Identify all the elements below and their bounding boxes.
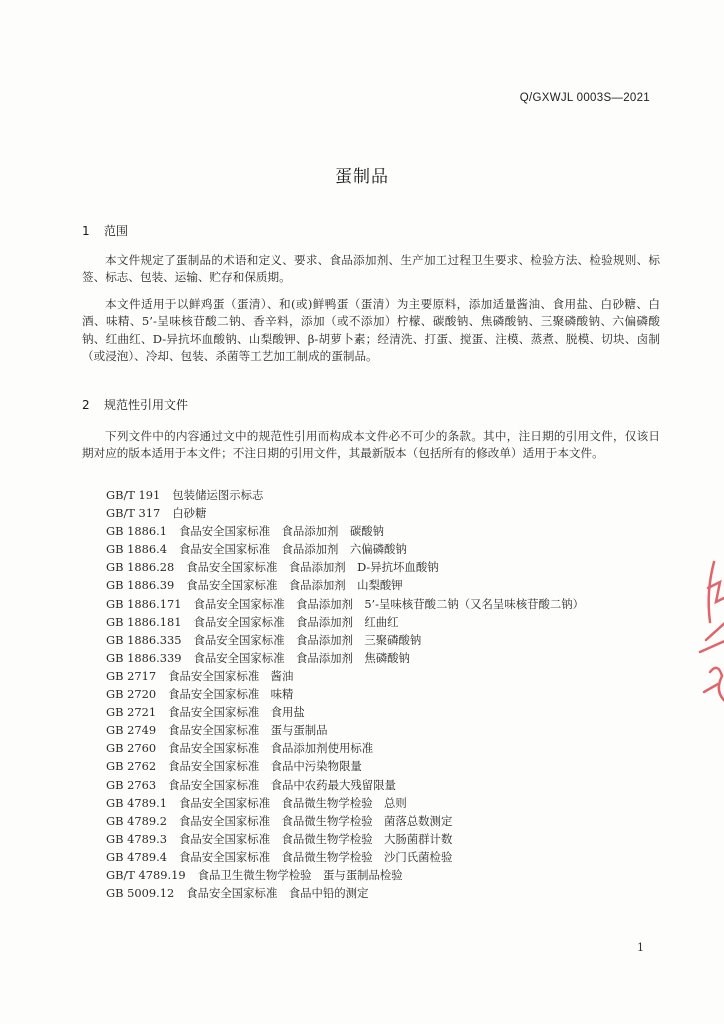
- section-title: 范围: [104, 224, 129, 238]
- reference-code: GB 4789.2: [106, 813, 167, 828]
- reference-code: GB 1886.4: [106, 542, 167, 557]
- section-heading-normative-references: [82, 396, 188, 413]
- reference-item: [106, 540, 584, 558]
- reference-code: GB 2720: [106, 687, 157, 702]
- reference-title: 食品安全国家标准 食品中污染物限量: [168, 759, 362, 774]
- reference-title: 食品安全国家标准 食品微生物学检验 总则: [178, 795, 407, 810]
- reference-code: GB 2760: [106, 741, 157, 756]
- reference-title: 包装储运图示标志: [172, 488, 264, 502]
- paragraph: 本文件适用于以鲜鸡蛋（蛋清）、和(或)鲜鸭蛋（蛋清）为主要原料，添加适量酱油、食用盐、白砂糖、白酒、味精、5’-呈味核苷酸二钠、香辛料，添加（或不添加）柠檬、碳酸钠、焦磷酸钠、三聚磷酸钠、六偏磷酸钠、红曲红、D-异抗坏血酸钠、山梨酸钾、β-胡萝卜素；经清洗、打蛋、搅蛋、注模、蒸煮、脱模、切块、卤制（或浸泡）、冷却、包装、杀菌等工艺加工制成的蛋制品。: [82, 297, 660, 364]
- reference-item: [106, 884, 584, 902]
- reference-item: [106, 739, 584, 757]
- reference-code: GB/T 317: [106, 506, 161, 521]
- reference-item: [106, 721, 584, 739]
- reference-code: GB 2749: [106, 723, 157, 738]
- paragraph: 本文件规定了蛋制品的术语和定义、要求、食品添加剂、生产加工过程卫生要求、检验方法、检验规则、标签、标志、包装、运输、贮存和保质期。: [82, 253, 660, 285]
- reference-item: [106, 703, 584, 721]
- document-title: 蛋制品: [335, 167, 389, 187]
- reference-code: GB 1886.339: [106, 650, 182, 665]
- seal-stamp: [696, 552, 724, 732]
- reference-item: [106, 757, 584, 775]
- reference-title: 食品安全国家标准 蛋与蛋制品: [168, 723, 328, 738]
- reference-title: 食品安全国家标准 食品添加剂使用标准: [168, 741, 374, 756]
- reference-item: [106, 812, 584, 830]
- section-title: 规范性引用文件: [104, 398, 189, 412]
- reference-title: 白砂糖: [172, 506, 207, 521]
- reference-code: GB 4789.4: [106, 849, 167, 864]
- reference-code: GB 1886.39: [106, 578, 175, 593]
- section-number: 2: [82, 398, 90, 412]
- reference-title: 食品安全国家标准 食品添加剂 三聚磷酸钠: [193, 632, 422, 647]
- reference-item: [106, 522, 584, 540]
- reference-title: 食品安全国家标准 食品添加剂 六偏磷酸钠: [178, 542, 407, 557]
- reference-item: [106, 667, 584, 685]
- reference-code: GB 2721: [106, 705, 157, 720]
- reference-title: 食品安全国家标准 食品微生物学检验 菌落总数测定: [178, 813, 453, 828]
- reference-item: [106, 504, 584, 522]
- reference-title: 食品安全国家标准 食品添加剂 D-异抗坏血酸钠: [186, 560, 439, 575]
- reference-item: [106, 576, 584, 594]
- reference-code: GB 2717: [106, 668, 157, 683]
- reference-item: [106, 830, 584, 848]
- reference-title: 食品安全国家标准 食品添加剂 5’-呈味核苷酸二钠（又名呈味核苷酸二钠）: [193, 596, 585, 611]
- reference-item: [106, 776, 584, 794]
- reference-title: 食品卫生微生物学检验 蛋与蛋制品检验: [197, 867, 403, 882]
- reference-title: 食品安全国家标准 食品添加剂 山梨酸钾: [186, 578, 403, 593]
- section-heading-scope: [82, 222, 128, 239]
- reference-item: [106, 486, 584, 504]
- reference-code: GB 2763: [106, 777, 157, 792]
- reference-list: [106, 486, 584, 902]
- reference-code: GB 1886.1: [106, 524, 167, 539]
- reference-item: [106, 794, 584, 812]
- reference-item: [106, 613, 584, 631]
- reference-code: GB 1886.171: [106, 596, 182, 611]
- reference-item: [106, 685, 584, 703]
- reference-title: 食品安全国家标准 食品添加剂 红曲红: [193, 614, 399, 629]
- reference-title: 食品安全国家标准 酱油: [168, 668, 294, 683]
- reference-title: 食品安全国家标准 食品添加剂 焦磷酸钠: [193, 650, 410, 665]
- reference-title: 食品安全国家标准 食品微生物学检验 大肠菌群计数: [178, 831, 453, 846]
- reference-code: GB 4789.3: [106, 831, 167, 846]
- section-number: 1: [82, 224, 90, 238]
- reference-title: 食品安全国家标准 食品微生物学检验 沙门氏菌检验: [178, 849, 453, 864]
- page-number: 1: [637, 941, 644, 954]
- reference-code: GB/T 4789.19: [106, 867, 186, 882]
- reference-code: GB 1886.335: [106, 632, 182, 647]
- reference-code: GB 4789.1: [106, 795, 167, 810]
- reference-title: 食品安全国家标准 食品中农药最大残留限量: [168, 777, 396, 792]
- reference-item: [106, 848, 584, 866]
- reference-code: GB 2762: [106, 759, 157, 774]
- reference-code: GB/T 191: [106, 488, 161, 502]
- reference-item: [106, 649, 584, 667]
- reference-code: GB 1886.181: [106, 614, 182, 629]
- reference-item: [106, 558, 584, 576]
- reference-code: GB 1886.28: [106, 560, 175, 575]
- reference-item: [106, 631, 584, 649]
- paragraph: 下列文件中的内容通过文中的规范性引用而构成本文件必不可少的条款。其中，注日期的引用文件，仅该日期对应的版本适用于本文件；不注日期的引用文件，其最新版本（包括所有的修改单）适用于本文件。: [82, 429, 660, 461]
- reference-title: 食品安全国家标准 食用盐: [168, 705, 305, 720]
- reference-item: [106, 866, 584, 884]
- reference-code: GB 5009.12: [106, 886, 175, 901]
- reference-title: 食品安全国家标准 味精: [168, 687, 294, 702]
- reference-title: 食品安全国家标准 食品中铅的测定: [186, 886, 369, 901]
- document-code: Q/GXWJL 0003S—2021: [519, 92, 650, 104]
- reference-item: [106, 595, 584, 613]
- reference-title: 食品安全国家标准 食品添加剂 碳酸钠: [178, 524, 384, 539]
